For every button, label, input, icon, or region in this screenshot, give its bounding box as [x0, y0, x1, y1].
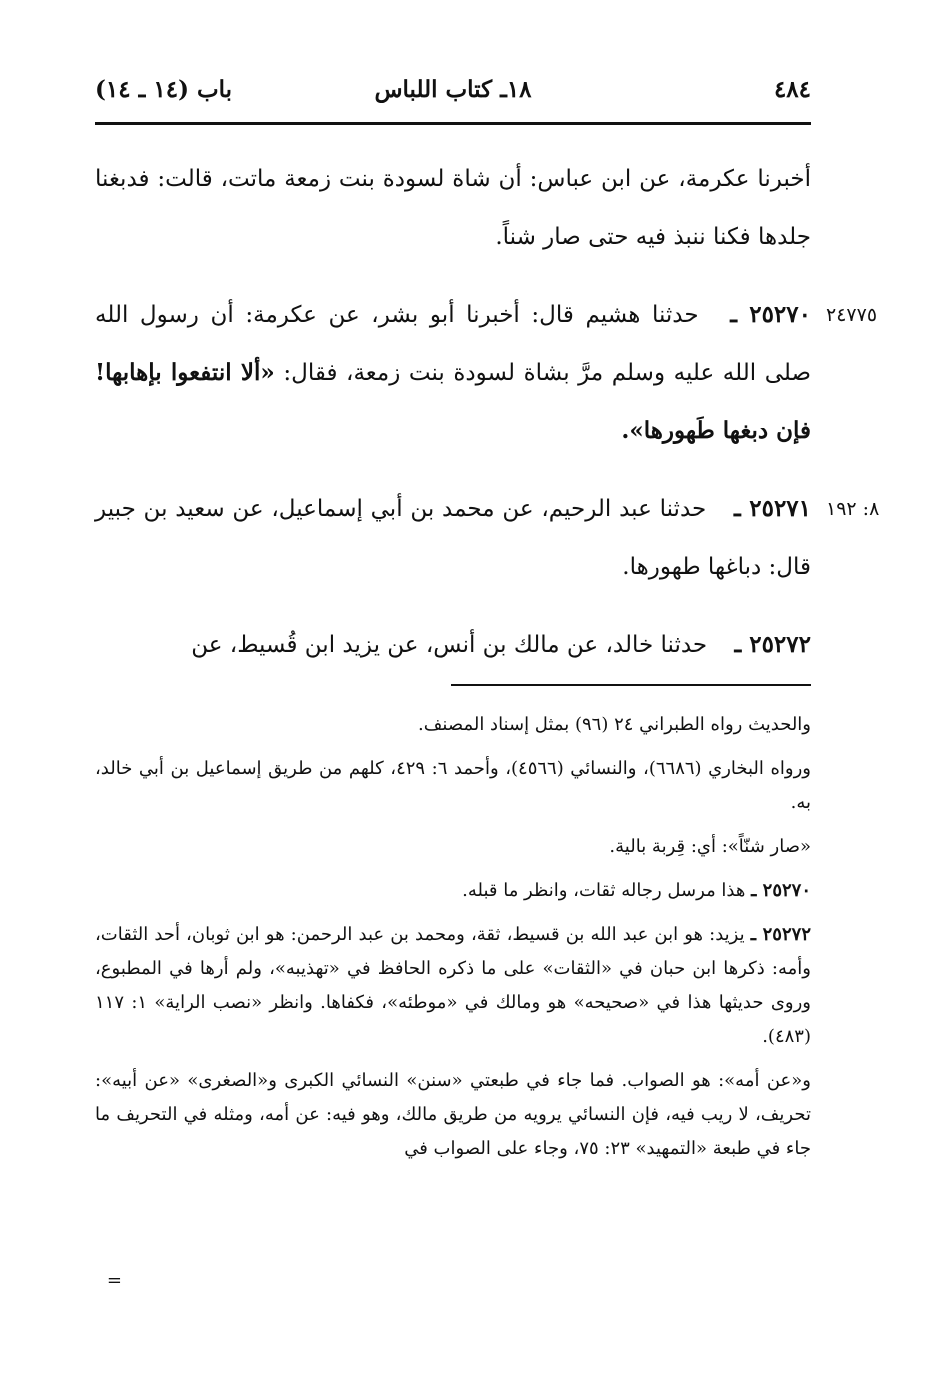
- footnote-number: ٢٥٢٧٠ ـ: [751, 880, 811, 901]
- page-header: [95, 76, 811, 112]
- page-number: ٤٨٤: [773, 76, 811, 103]
- hadith-number: ٢٥٢٧٢ ـ: [734, 631, 811, 658]
- footnote: و«عن أمه»: هو الصواب. فما جاء في طبعتي «سنن» النسائي الكبرى و«الصغرى» «عن أبيه»: تحريف، لا ريب فيه، فإن النسائي يرويه من طريق مالك، وهو فيه: عن أمه، ومثله في التحريف ما جاء في طبعة «التمهيد» ٢٣: ٧٥، وجاء على الصواب في: [95, 1070, 811, 1159]
- hadith-text: حدثنا خالد، عن مالك بن أنس، عن يزيد ابن قُسيط، عن: [191, 632, 708, 658]
- header-rule: [95, 122, 811, 125]
- margin-reference: ٢٤٧٧٥: [826, 304, 878, 326]
- hadith-number: ٢٥٢٧٠ ـ: [730, 301, 811, 328]
- margin-reference: ٨: ١٩٢: [826, 498, 880, 520]
- hadith-text: حدثنا عبد الرحيم، عن محمد بن أبي إسماعيل، عن سعيد بن جبير قال: دباغها طهورها.: [95, 496, 811, 580]
- footnote: «صار شنّاً»: أي: قِربة بالية.: [609, 836, 811, 857]
- footnote-number: ٢٥٢٧٢ ـ: [750, 924, 811, 945]
- footnote: ٢٥٢٧٠ ـ هذا مرسل رجاله ثقات، وانظر ما قبله.: [462, 880, 811, 901]
- main-text: [95, 150, 880, 694]
- hadith-number: ٢٥٢٧١ ـ: [734, 495, 812, 522]
- footnotes: [95, 708, 811, 1176]
- footnote: والحديث رواه الطبراني ٢٤ (٩٦) بمثل إسناد المصنف.: [418, 714, 811, 735]
- continuation-mark: =: [106, 1270, 122, 1291]
- paragraph-continued: أخبرنا عكرمة، عن ابن عباس: أن شاة لسودة بنت زمعة ماتت، قالت: فدبغنا جلدها فكنا ننبذ فيه حتى صار شناً.: [95, 166, 811, 250]
- hadith-25271: [95, 480, 880, 596]
- footnote: ٢٥٢٧٢ ـ يزيد: هو ابن عبد الله بن قسيط، ثقة، ومحمد بن عبد الرحمن: هو ابن ثوبان، أحد الثقات، وأمه: ذكرها ابن حبان في «الثقات» على ما ذكره الحافظ في «تهذيبه»، ولم أرها في المطبوع، وروى حديثها هذا في «صحيحه» هو ومالك في «موطئه»، فكفاها. وانظر «نصب الراية» ١: ١١٧ (٤٨٣).: [95, 924, 811, 1047]
- book-title: ١٨ـ كتاب اللباس: [374, 76, 532, 103]
- footnote-rule: [451, 684, 811, 686]
- hadith-25270: [95, 286, 878, 460]
- footnote: ورواه البخاري (٦٦٨٦)، والنسائي (٤٥٦٦)، وأحمد ٦: ٤٢٩، كلهم من طريق إسماعيل بن أبي خالد، به.: [95, 758, 811, 813]
- chapter-title: باب (١٤ ـ ١٤): [95, 76, 233, 103]
- hadith-quote: «ألا انتفعوا بإهابها! فإن دبغها طَهورها».: [95, 359, 811, 444]
- hadith-text: حدثنا هشيم قال: أخبرنا أبو بشر، عن عكرمة: أن رسول الله صلى الله عليه وسلم مرَّ بشاة لسودة بنت زمعة، فقال:: [95, 302, 812, 386]
- hadith-25272: [95, 616, 811, 674]
